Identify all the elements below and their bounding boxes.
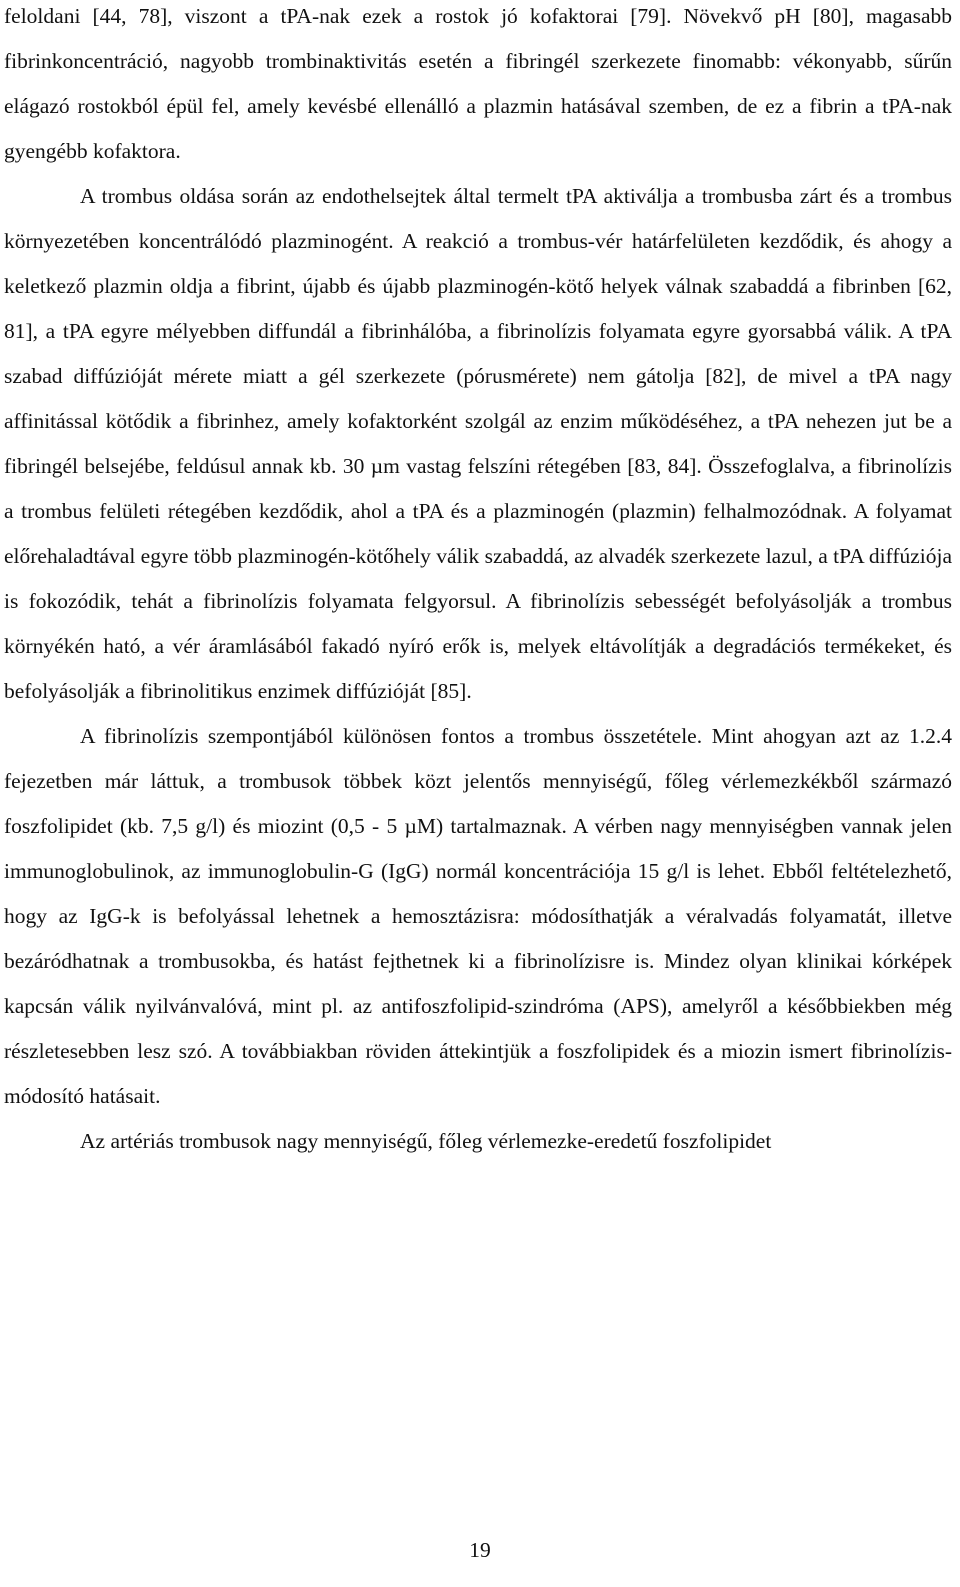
paragraph-text: A trombus oldása során az endothelsejtek által termelt tPA aktiválja a trombusba zárt és a trombus környezetében koncentrálódó plazminogént. A reakció a trombus-vér határfelületen kezdődik, és ahogy a keletkező plazmin oldja a fibrint, újabb és újabb plazminogén-kötő helyek válnak szabaddá a fibrinben [62, 81], a tPA egyre mélyebben diffundál a fibrinhálóba, a fibrinolízis folyamata egyre gyorsabbá válik. A tPA szabad diffúzióját mérete miatt a gél szerkezete (pórusmérete) nem gátolja [82], de mivel a tPA nagy affinitással kötődik a fibrinhez, amely kofaktorként szolgál az enzim működéséhez, a tPA nehezen jut be a fibringél belsejébe, feldúsul annak kb. 30 µm vastag felszíni rétegében [83, 84]. Összefoglalva, a fibrinolízis a trombus felületi rétegében kezdődik, ahol a tPA és a plazminogén (plazmin) felhalmozódnak. A folyamat előrehaladtával egyre több plazminogén-kötőhely válik szabaddá, az alvadék szerkezete lazul, a tPA diffúziója is fokozódik, tehát a fibrinolízis folyamata felgyorsul. A fibrinolízis sebességét befolyásolják a trombus környékén ható, a vér áramlásából fakadó nyíró erők is, melyek eltávolítják a degradációs termékeket, és befolyásolják a fibrinolitikus enzimek diffúzióját [85].	[4, 184, 953, 703]
paragraph-arterial-thrombi	[4, 1119, 952, 1164]
paragraph-thrombus-composition	[4, 714, 952, 1119]
paragraph-text: A fibrinolízis szempontjából különösen fontos a trombus összetétele. Mint ahogyan azt az 1.2.4 fejezetben már láttuk, a trombusok többek közt jelentős mennyiségű, főleg vérlemezkékből származó foszfolipidet (kb. 7,5 g/l) és miozint (0,5 - 5 µM) tartalmaznak. A vérben nagy mennyiségben vannak jelen immunoglobulinok, az immunoglobulin-G (IgG) normál koncentrációja 15 g/l is lehet. Ebből feltételezhető, hogy az IgG-k is befolyással lehetnek a hemosztázisra: módosíthatják a véralvadás folyamatát, illetve bezáródhatnak a trombusokba, és hatást fejthetnek ki a fibrinolízisre is. Mindez olyan klinikai kórképek kapcsán válik nyilvánvalóvá, mint pl. az antifoszfolipid-szindróma (APS), amelyről a későbbiekben még részletesebben lesz szó. A továbbiakban röviden áttekintjük a foszfolipidek és a miozin ismert fibrinolízis-módosító hatásait.	[4, 724, 952, 1108]
paragraph-text: feloldani [44, 78], viszont a tPA-nak ezek a rostok jó kofaktorai [79]. Növekvő pH [80], magasabb fibrinkoncentráció, nagyobb trombinaktivitás esetén a fibringél szerkezete finomabb: vékonyabb, sűrűn elágazó rostokból épül fel, amely kevésbé ellenálló a plazmin hatásával szemben, de ez a fibrin a tPA-nak gyengébb kofaktora.	[4, 4, 952, 163]
page-number: 19	[469, 1538, 491, 1562]
paragraph-continuation	[4, 0, 952, 174]
paragraph-thrombus-lysis	[4, 174, 952, 714]
paragraph-text: Az artériás trombusok nagy mennyiségű, főleg vérlemezke-eredetű foszfolipidet	[80, 1129, 772, 1153]
